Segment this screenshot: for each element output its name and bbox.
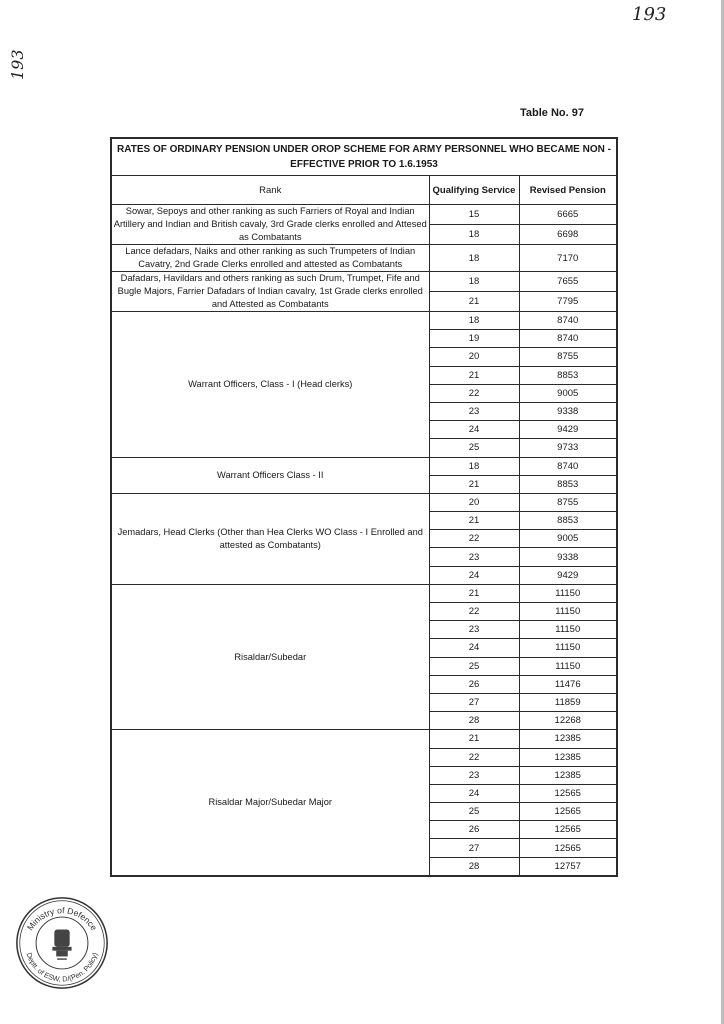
rank-cell: Lance defadars, Naiks and other ranking as such Trumpeters of Indian Cavatry, 2nd Grade Clerks enrolled and attested as Combatants [111,245,429,272]
revised-pension-cell: 11859 [519,693,617,711]
revised-pension-cell: 11150 [519,639,617,657]
qualifying-service-cell: 28 [429,712,519,730]
revised-pension-cell: 8755 [519,493,617,511]
revised-pension-cell: 7655 [519,272,617,292]
revised-pension-cell: 11150 [519,621,617,639]
qualifying-service-cell: 18 [429,457,519,475]
table-body [111,205,617,876]
revised-pension-cell: 8853 [519,512,617,530]
rank-cell: Risaldar/Subedar [111,584,429,730]
column-header-rank: Rank [111,176,429,205]
revised-pension-cell: 12268 [519,712,617,730]
table-number: Table No. 97 [520,107,584,119]
qualifying-service-cell: 24 [429,784,519,802]
qualifying-service-cell: 25 [429,803,519,821]
table-row [111,730,617,748]
table-row [111,272,617,292]
revised-pension-cell: 9733 [519,439,617,457]
handwritten-margin-number: 193 [8,49,27,80]
ministry-stamp [14,895,110,991]
revised-pension-cell: 12565 [519,784,617,802]
rank-cell: Sowar, Sepoys and other ranking as such Farriers of Royal and Indian Artillery and Indian and British cavaly, 3rd Grade clerks enrolled and Attesed as Combatants [111,205,429,245]
qualifying-service-cell: 24 [429,421,519,439]
revised-pension-cell: 12385 [519,766,617,784]
qualifying-service-cell: 22 [429,603,519,621]
qualifying-service-cell: 27 [429,839,519,857]
revised-pension-cell: 8853 [519,475,617,493]
revised-pension-cell: 9005 [519,530,617,548]
qualifying-service-cell: 22 [429,748,519,766]
qualifying-service-cell: 19 [429,330,519,348]
qualifying-service-cell: 22 [429,530,519,548]
revised-pension-cell: 7170 [519,245,617,272]
qualifying-service-cell: 21 [429,475,519,493]
revised-pension-cell: 6665 [519,205,617,225]
rank-cell: Dafadars, Havildars and others ranking as such Drum, Trumpet, Fife and Bugle Majors, Farrier Dafadars of Indian cavalry, 1st Grade clerks enrolled and Attested as Combatants [111,272,429,312]
qualifying-service-cell: 28 [429,857,519,876]
revised-pension-cell: 8853 [519,366,617,384]
revised-pension-cell: 8740 [519,330,617,348]
national-emblem-icon [52,930,71,960]
pension-table [110,137,618,877]
qualifying-service-cell: 26 [429,675,519,693]
table-row [111,312,617,330]
revised-pension-cell: 11150 [519,603,617,621]
revised-pension-cell: 9429 [519,566,617,584]
qualifying-service-cell: 21 [429,730,519,748]
table-row [111,245,617,272]
revised-pension-cell: 12565 [519,821,617,839]
qualifying-service-cell: 20 [429,348,519,366]
revised-pension-cell: 11476 [519,675,617,693]
revised-pension-cell: 8755 [519,348,617,366]
table-row [111,493,617,511]
revised-pension-cell: 7795 [519,292,617,312]
qualifying-service-cell: 25 [429,657,519,675]
rank-cell: Risaldar Major/Subedar Major [111,730,429,876]
qualifying-service-cell: 18 [429,272,519,292]
qualifying-service-cell: 21 [429,366,519,384]
column-header-qualifying-service: Qualifying Service [429,176,519,205]
qualifying-service-cell: 20 [429,493,519,511]
revised-pension-cell: 8740 [519,312,617,330]
revised-pension-cell: 9338 [519,402,617,420]
revised-pension-cell: 12565 [519,803,617,821]
table-title: RATES OF ORDINARY PENSION UNDER OROP SCHEME FOR ARMY PERSONNEL WHO BECAME NON - EFFECTIVE PRIOR TO 1.6.1953 [111,138,617,176]
qualifying-service-cell: 21 [429,292,519,312]
revised-pension-cell: 12757 [519,857,617,876]
rank-cell: Jemadars, Head Clerks (Other than Hea Clerks WO Class - I Enrolled and attested as Combatants) [111,493,429,584]
qualifying-service-cell: 18 [429,312,519,330]
qualifying-service-cell: 24 [429,566,519,584]
column-header-revised-pension: Revised Pension [519,176,617,205]
stamp-inner-text: Deptt. of ESW, D/(Pen. Policy) [24,951,100,984]
table-row [111,457,617,475]
qualifying-service-cell: 21 [429,584,519,602]
revised-pension-cell: 9005 [519,384,617,402]
revised-pension-cell: 11150 [519,584,617,602]
qualifying-service-cell: 18 [429,225,519,245]
revised-pension-cell: 9429 [519,421,617,439]
qualifying-service-cell: 18 [429,245,519,272]
qualifying-service-cell: 21 [429,512,519,530]
qualifying-service-cell: 25 [429,439,519,457]
rank-cell: Warrant Officers, Class - I (Head clerks) [111,312,429,458]
handwritten-page-number: 193 [632,4,667,25]
qualifying-service-cell: 24 [429,639,519,657]
revised-pension-cell: 6698 [519,225,617,245]
qualifying-service-cell: 23 [429,548,519,566]
qualifying-service-cell: 23 [429,402,519,420]
stamp-outer-text: Ministry of Defence [24,905,100,933]
table-row [111,205,617,225]
revised-pension-cell: 12385 [519,730,617,748]
qualifying-service-cell: 27 [429,693,519,711]
revised-pension-cell: 12385 [519,748,617,766]
qualifying-service-cell: 26 [429,821,519,839]
table-row [111,584,617,602]
revised-pension-cell: 9338 [519,548,617,566]
qualifying-service-cell: 23 [429,621,519,639]
revised-pension-cell: 12565 [519,839,617,857]
qualifying-service-cell: 23 [429,766,519,784]
revised-pension-cell: 11150 [519,657,617,675]
revised-pension-cell: 8740 [519,457,617,475]
qualifying-service-cell: 22 [429,384,519,402]
qualifying-service-cell: 15 [429,205,519,225]
rank-cell: Warrant Officers Class - II [111,457,429,493]
